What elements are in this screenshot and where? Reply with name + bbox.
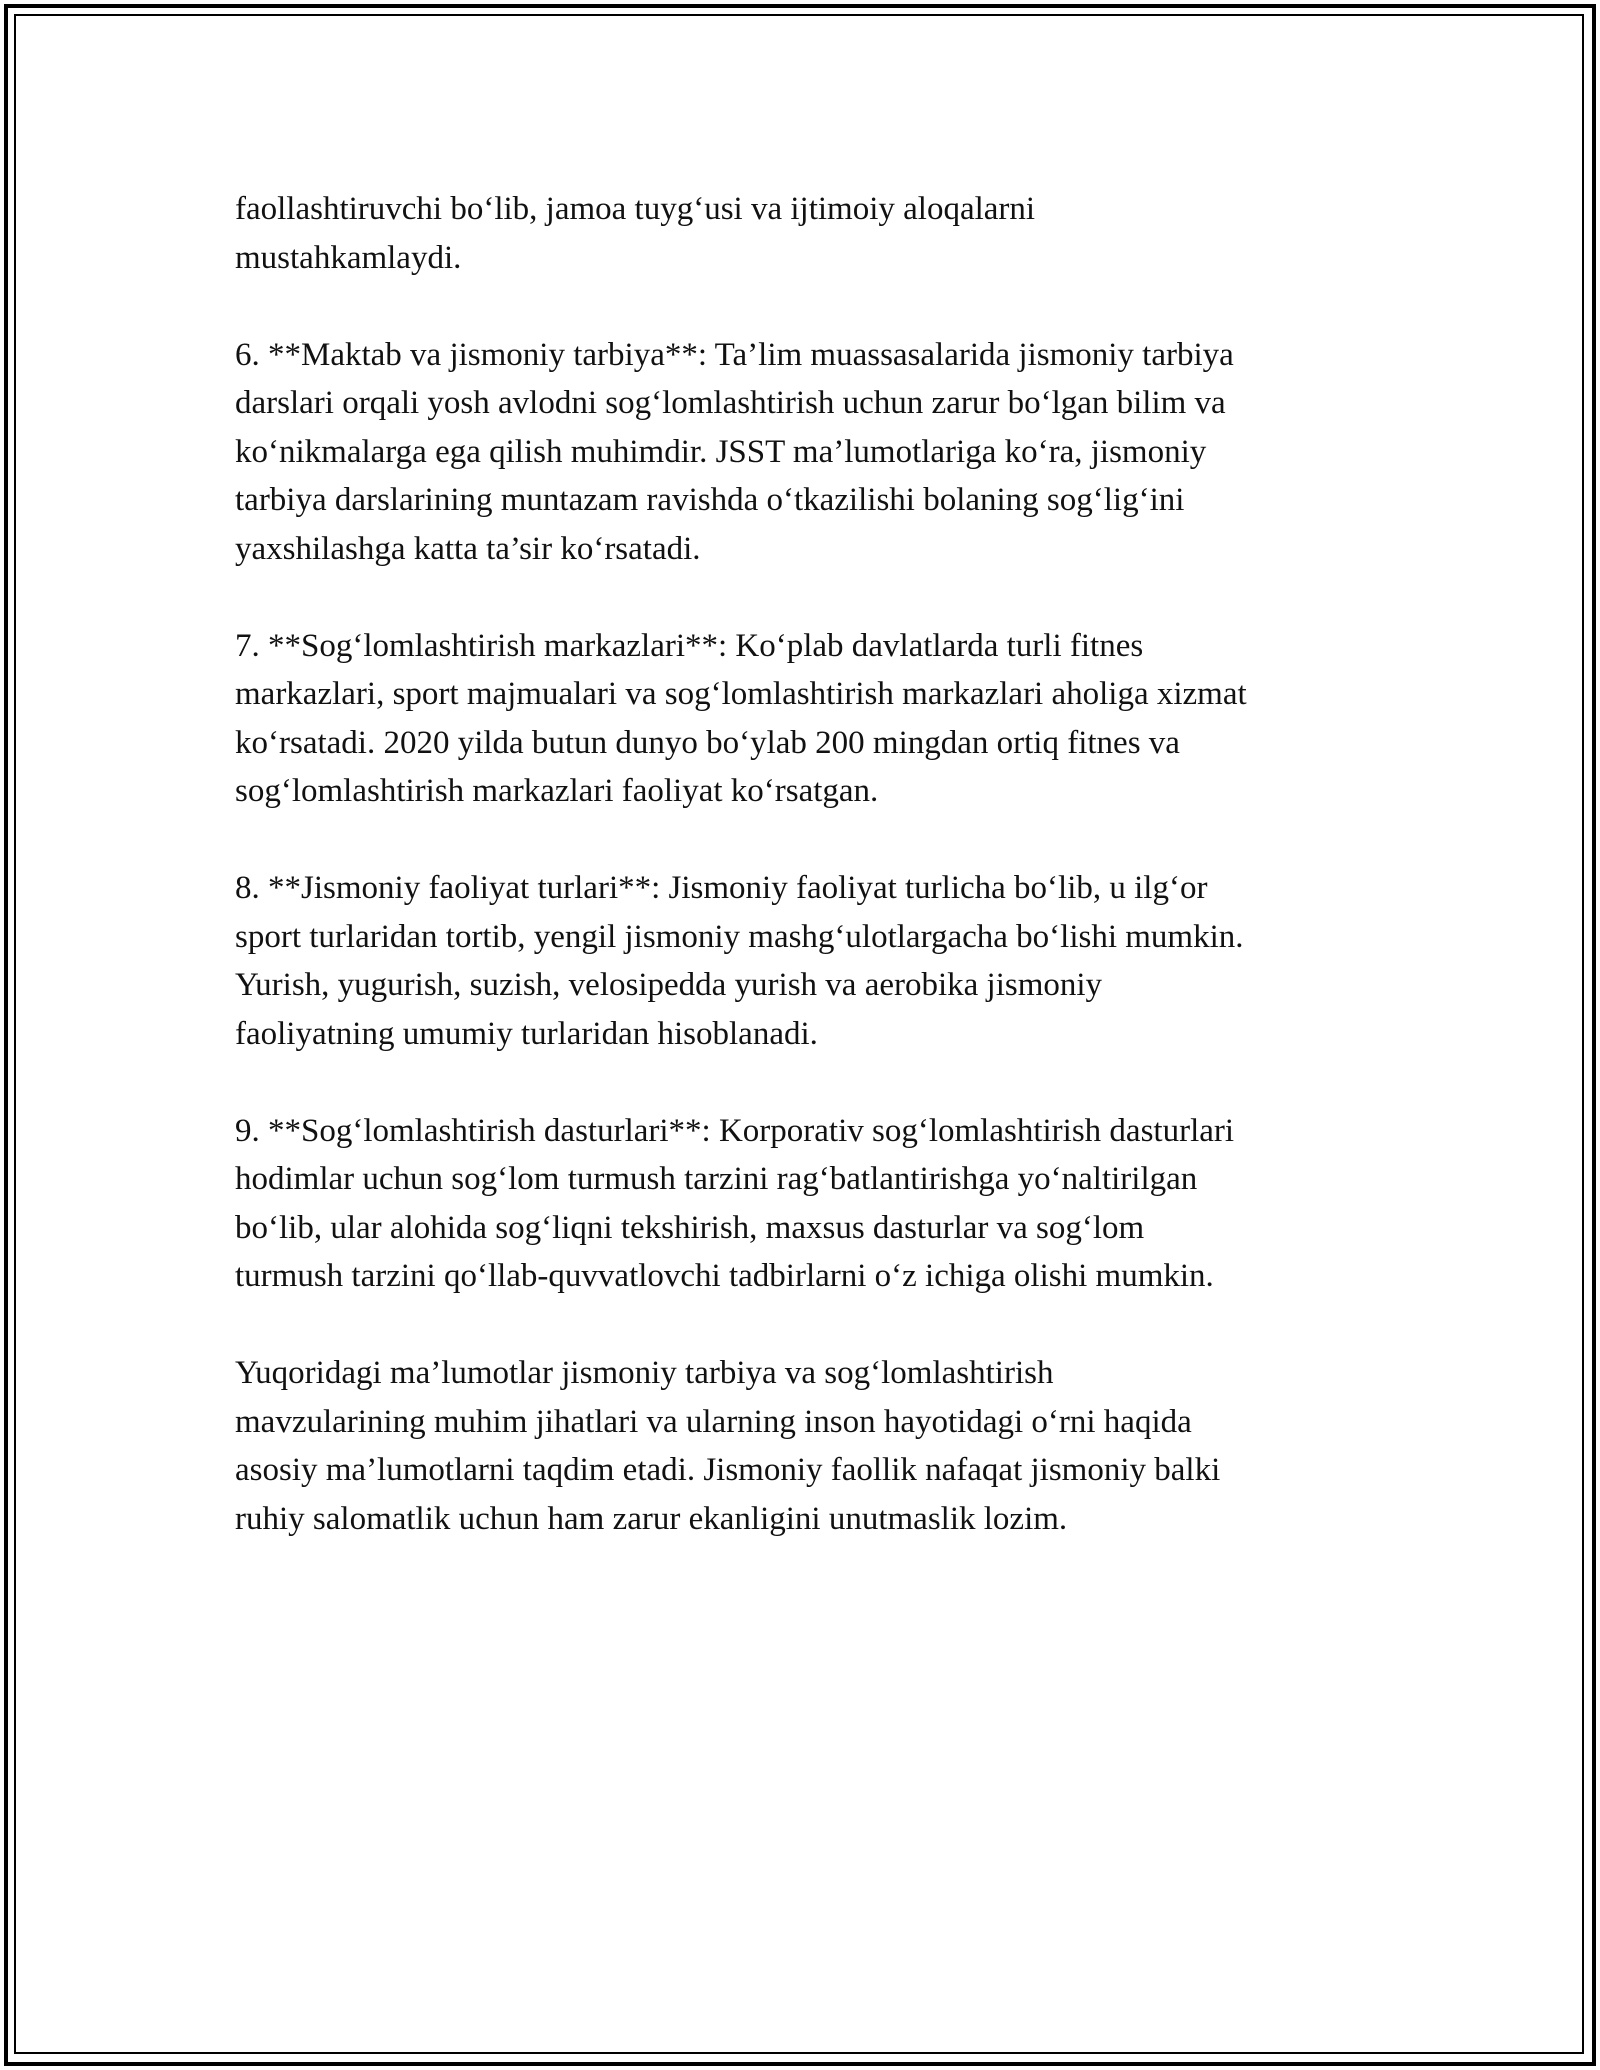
paragraph-conclusion: Yuqoridagi ma’lumotlar jismoniy tarbiya va sog‘lomlashtirish mavzularining muhim jihatlari va ularning inson hayotidagi o‘rni haqida asosiy ma’lumotlarni taqdim etadi. Jismoniy faollik nafaqat jismoniy balki ruhiy salomatlik uchun ham zarur ekanligini unutmaslik lozim. [235,1355,1221,1537]
paragraph-item-6: 6. **Maktab va jismoniy tarbiya**: Ta’lim muassasalarida jismoniy tarbiya darslari orqali yosh avlodni sog‘lomlashtirish uchun zarur bo‘lgan bilim va ko‘nikmalarga ega qilish muhimdir. JSST ma’lumotlariga ko‘ra, jismoniy tarbiya darslarining muntazam ravishda o‘tkazilishi bolaning sog‘lig‘ini yaxshilashga katta ta’sir ko‘rsatadi. [235,336,1234,567]
paragraph-continuation: faollashtiruvchi bo‘lib, jamoa tuyg‘usi va ijtimoiy aloqalarni mustahkamlaydi. [235,191,1036,276]
paragraph-item-8: 8. **Jismoniy faoliyat turlari**: Jismoniy faoliyat turlicha bo‘lib, u ilg‘or sport turlaridan tortib, yengil jismoniy mashg‘ulotlargacha bo‘lishi mumkin. Yurish, yugurish, suzish, velosipedda yurish va aerobika jismoniy faoliyatning umumiy turlaridan hisoblanadi. [235,870,1244,1052]
paragraph-item-7: 7. **Sog‘lomlashtirish markazlari**: Ko‘plab davlatlarda turli fitnes markazlari, sport majmualari va sog‘lomlashtirish markazlari aholiga xizmat ko‘rsatadi. 2020 yilda butun dunyo bo‘ylab 200 mingdan ortiq fitnes va sog‘lomlashtirish markazlari faoliyat ko‘rsatgan. [235,627,1247,809]
paragraph-item-9: 9. **Sog‘lomlashtirish dasturlari**: Korporativ sog‘lomlashtirish dasturlari hodimlar uchun sog‘lom turmush tarzini rag‘batlantirishga yo‘naltirilgan bo‘lib, ular alohida sog‘liqni tekshirish, maxsus dasturlar va sog‘lom turmush tarzini qo‘llab-quvvatlovchi tadbirlarni o‘z ichiga olishi mumkin. [235,1112,1235,1294]
document-body [235,185,1365,1592]
